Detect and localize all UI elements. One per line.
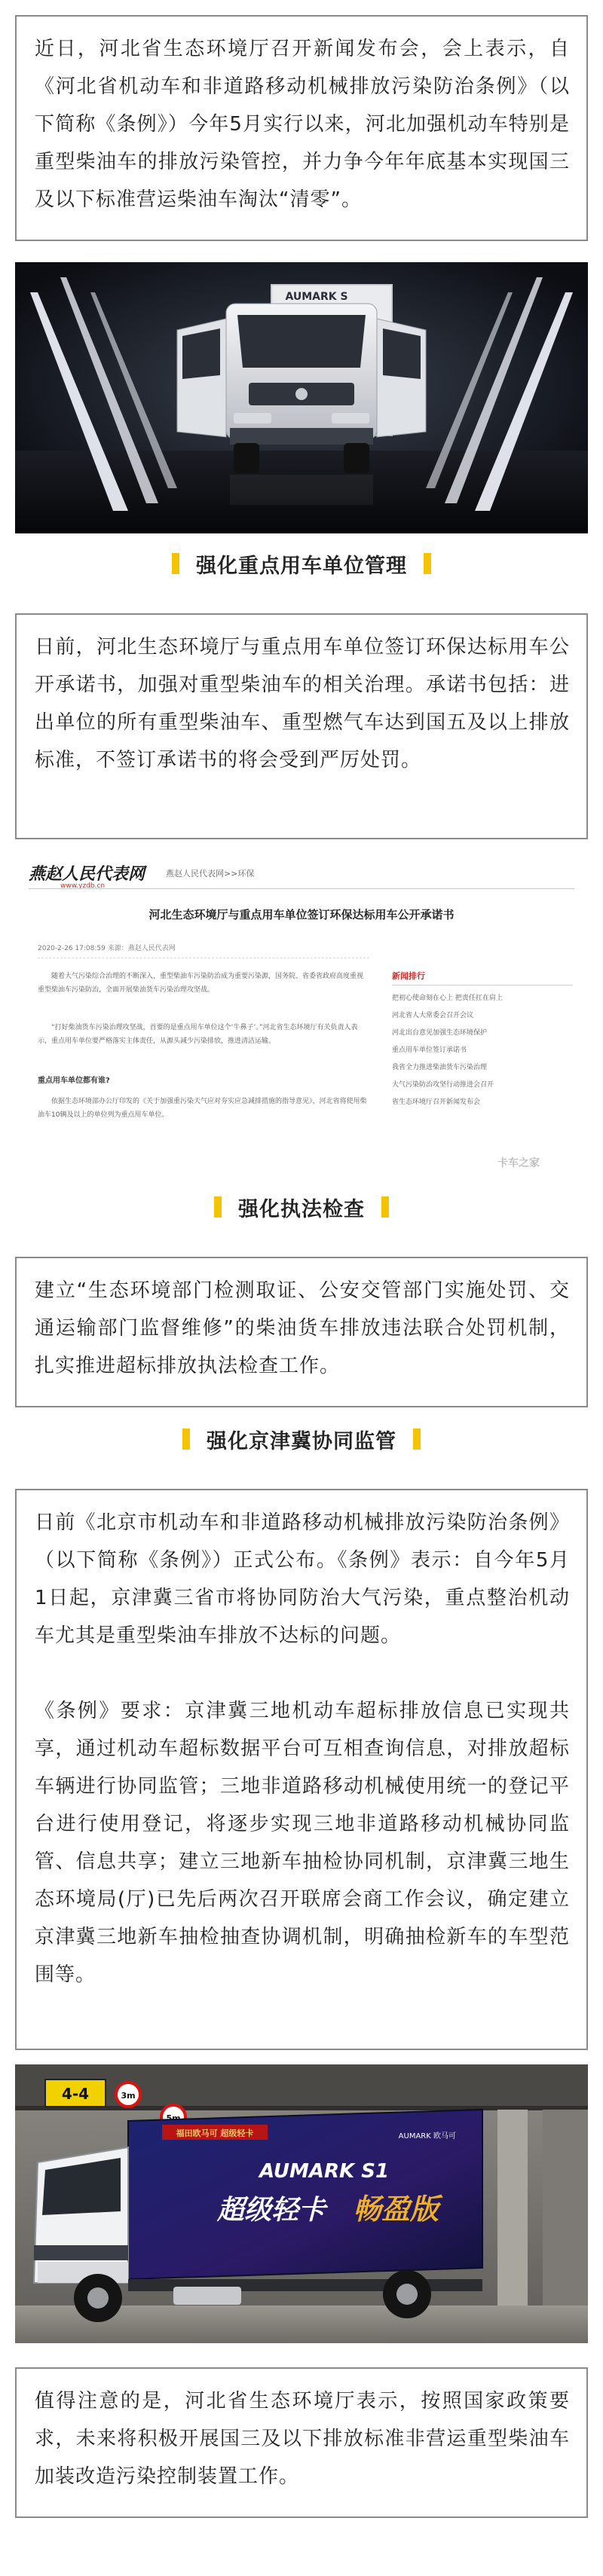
truck-photo-1 — [15, 262, 588, 533]
box-banner-red: 福田欧马可 超级轻卡 — [176, 2128, 254, 2138]
news-site-url: www.yzdb.cn — [60, 882, 106, 890]
closing-paragraph: 值得注意的是，河北省生态环境厅表示，按照国家政策要求，未来将积极开展国三及以下排放标准非营运重型柴油车加装改造污染控制装置工作。 — [35, 2390, 570, 2488]
section-title: 强化京津冀协同监管 — [207, 1429, 396, 1453]
truck-garage-image — [15, 2064, 588, 2343]
news-watermark: 卡车之家 — [497, 1157, 540, 1169]
section2-paragraph: 建立“生态环境部门检测取证、公安交管部门实施处罚、交通运输部门监督维修”的柴油货车排放违法联合处罚机制，扎实推进超标排放执法检查工作。 — [35, 1279, 570, 1377]
truck1-brand-text: AUMARK S — [285, 291, 348, 303]
heading-bar-right — [381, 1196, 389, 1218]
box-model-text: AUMARK S1 — [259, 2160, 390, 2183]
news-sidebar-item[interactable]: 省生态环境厅召开新闻发布会 — [392, 1099, 481, 1106]
news-sidebar-item[interactable]: 河北出台意见加强生态环境保护 — [392, 1029, 488, 1037]
box-slogan-white: 超级轻卡 — [216, 2195, 326, 2226]
news-breadcrumb: 燕赵人民代表网>>环保 — [166, 869, 255, 879]
news-sidebar-title: 新闻排行 — [392, 970, 573, 985]
heading-bar-right — [424, 553, 431, 574]
section-title: 强化执法检查 — [238, 1197, 365, 1221]
news-sidebar-item[interactable]: 把初心使命刻在心上 把责任扛在肩上 — [392, 995, 503, 1002]
news-sidebar-item[interactable]: 我省全力推进柴油货车污染治理 — [392, 1064, 488, 1071]
section3-box — [15, 1489, 588, 2050]
section-heading-1 — [0, 549, 603, 579]
closing-box — [15, 2367, 588, 2518]
section-heading-3 — [0, 1424, 603, 1454]
intro-paragraph: 近日，河北省生态环境厅召开新闻发布会，会上表示，自《河北省机动车和非道路移动机械排放污染防治条例》（以下简称《条例》）今年5月实行以来，河北加强机动车特别是重型柴油车的排放污染管控，并力争今年年底基本实现国三及以下标准营运柴油车淘汰“清零”。 — [35, 38, 570, 211]
height-limit-sign: 3m — [121, 2091, 136, 2101]
news-sidebar — [392, 970, 573, 1158]
news-subhead: 重点用车单位都有谁? — [38, 1077, 110, 1085]
news-divider — [29, 888, 574, 889]
news-screenshot — [15, 855, 588, 1175]
heading-bar-left — [214, 1196, 222, 1218]
road-sign-text: 4-4 — [61, 2085, 90, 2103]
section3-paragraph-2: 《条例》要求：京津冀三地机动车超标排放信息已实现共享，通过机动车超标数据平台可互相查询信息，对排放超标车辆进行协同监管；三地非道路移动机械使用统一的登记平台进行使用登记，将逐步实现三地非道路移动机械协同监管、信息共享；建立三地新车抽检协同机制，京津冀三地生态环境局(厅)已先后两次召开联席会商工作会议，确定建立京津冀三地新车抽检抽查协调机制，明确抽检新车的车型范围等。 — [35, 1700, 570, 1986]
news-meta: 2020-2-26 17:08:59 来源：燕赵人民代表网 — [38, 945, 176, 952]
box-slogan-gold: 畅盈版 — [352, 2193, 439, 2226]
section3-paragraph-1: 日前《北京市机动车和非道路移动机械排放污染防治条例》（以下简称《条例》）正式公布。《条例》表示：自今年5月1日起，京津冀三省市将协同防治大气污染，重点整治机动车尤其是重型柴油车排放不达标的问题。 — [35, 1511, 570, 1647]
section1-box — [15, 613, 588, 839]
section-heading-2 — [0, 1192, 603, 1222]
news-sidebar-item[interactable]: 重点用车单位签订承诺书 — [392, 1047, 467, 1054]
section1-paragraph: 日前，河北生态环境厅与重点用车单位签订环保达标用车公开承诺书，加强对重型柴油车的相关治理。承诺书包括：进出单位的所有重型柴油车、重型燃气车达到国五及以上排放标准，不签订承诺书的将会受到严厉处罚。 — [35, 636, 570, 772]
news-paragraph-2: “打好柴油货车污染治理攻坚战，首要的是重点用车单位这个‘牛鼻子’。”河北省生态环境厅有关负责人表示，重点用车单位要严格落实主体责任，从源头减少污染排放，推进清洁运输。 — [38, 1024, 358, 1045]
truck-showroom-image — [15, 262, 588, 533]
heading-bar-right — [413, 1429, 421, 1450]
news-site-logo: 燕赵人民代表网 — [29, 864, 145, 884]
heading-bar-left — [172, 553, 179, 574]
box-brand-small: AUMARK 欧马可 — [398, 2132, 456, 2141]
news-sidebar-item[interactable]: 河北省人大常委会召开会议 — [392, 1012, 474, 1019]
news-paragraph-3: 依据生态环境部办公厅印发的《关于加强重污染天气应对夯实应急减排措施的指导意见》，河北省将使用柴油车10辆及以上的单位列为重点用车单位。 — [38, 1098, 367, 1119]
news-headline: 河北生态环境厅与重点用车单位签订环保达标用车公开承诺书 — [148, 908, 455, 921]
truck-photo-2 — [15, 2064, 588, 2343]
limit-sign-right: 5m — [166, 2113, 181, 2123]
news-sidebar-item[interactable]: 大气污染防治攻坚行动推进会召开 — [392, 1081, 494, 1089]
heading-bar-left — [182, 1429, 190, 1450]
section2-box — [15, 1257, 588, 1407]
news-paragraph-1: 随着大气污染综合治理的不断深入，重型柴油车污染防治成为重要污染源，国务院、省委省政府高度重视重型柴油车污染防治，全面开展柴油货车污染治理攻坚战。 — [38, 973, 364, 994]
section-title: 强化重点用车单位管理 — [196, 554, 407, 578]
intro-box — [15, 15, 588, 241]
